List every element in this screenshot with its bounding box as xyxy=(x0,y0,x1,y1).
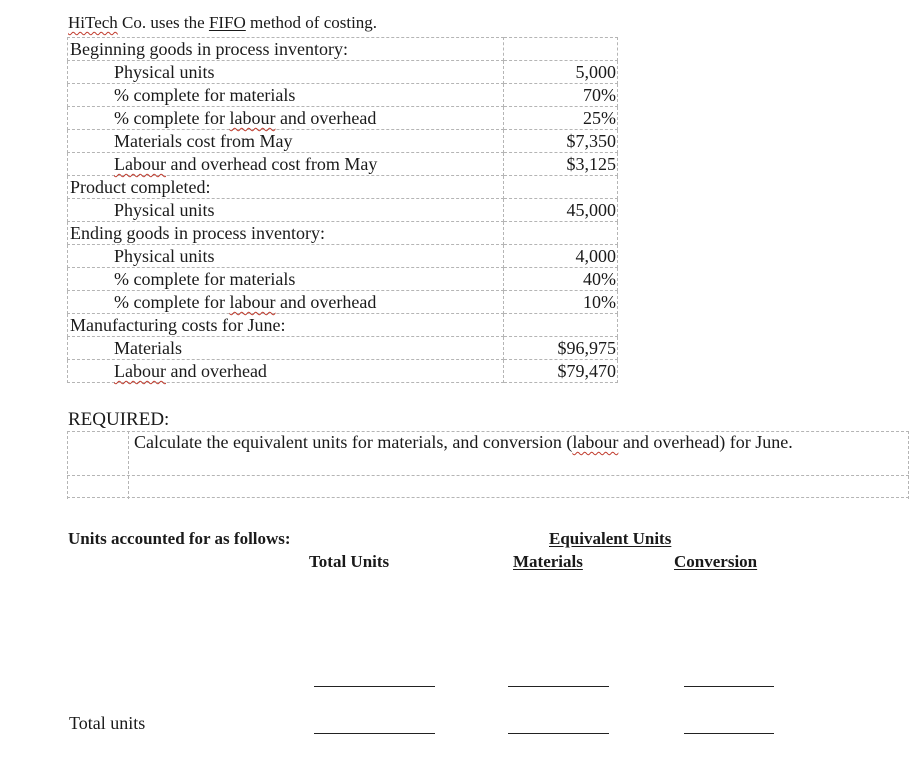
table-row xyxy=(68,107,618,130)
label-cell: % complete for materials xyxy=(68,268,504,291)
intro-line: HiTech Co. uses the FIFO method of costing. xyxy=(68,13,378,32)
table-row xyxy=(68,38,618,61)
label-cell: % complete for labour and overhead xyxy=(68,107,504,130)
table-row xyxy=(68,245,618,268)
total-units-blank[interactable] xyxy=(314,686,435,687)
value-cell: 5,000 xyxy=(504,61,618,84)
label-cell: Physical units xyxy=(68,61,504,84)
table-row xyxy=(68,291,618,314)
total-units-total-blank[interactable] xyxy=(314,733,435,734)
label-cell: Materials xyxy=(68,337,504,360)
value-cell: $79,470 xyxy=(504,360,618,383)
table-row xyxy=(68,337,618,360)
table-row xyxy=(68,176,618,199)
table-row xyxy=(68,360,618,383)
value-cell: 70% xyxy=(504,84,618,107)
materials-blank[interactable] xyxy=(508,686,609,687)
table-row xyxy=(68,84,618,107)
value-cell: $96,975 xyxy=(504,337,618,360)
label-cell: Physical units xyxy=(68,245,504,268)
label-cell: Materials cost from May xyxy=(68,130,504,153)
company-name: HiTech xyxy=(68,13,118,32)
value-cell: $3,125 xyxy=(504,153,618,176)
costing-method: FIFO xyxy=(208,13,246,32)
conversion-total-blank[interactable] xyxy=(684,733,774,734)
value-cell: 40% xyxy=(504,268,618,291)
value-cell: 10% xyxy=(504,291,618,314)
value-cell: 4,000 xyxy=(504,245,618,268)
table-row xyxy=(68,61,618,84)
materials-total-blank[interactable] xyxy=(508,733,609,734)
conversion-blank[interactable] xyxy=(684,686,774,687)
label-cell: Labour and overhead xyxy=(68,360,504,383)
table-row xyxy=(68,314,618,337)
materials-column: Materials xyxy=(513,552,583,571)
value-cell: 25% xyxy=(504,107,618,130)
table-row xyxy=(68,130,618,153)
label-cell: Labour and overhead cost from May xyxy=(68,153,504,176)
required-label: REQUIRED: xyxy=(68,409,170,430)
data-table xyxy=(67,37,618,383)
manufacturing-header: Manufacturing costs for June: xyxy=(68,314,504,337)
ending-header: Ending goods in process inventory: xyxy=(68,222,504,245)
equivalent-units-header: Equivalent Units xyxy=(549,529,672,548)
conversion-column: Conversion xyxy=(674,552,758,571)
completed-header: Product completed: xyxy=(68,176,504,199)
table-row xyxy=(68,268,618,291)
total-units-row-label: Total units xyxy=(69,713,146,733)
label-cell: % complete for materials xyxy=(68,84,504,107)
label-cell: % complete for labour and overhead xyxy=(68,291,504,314)
total-units-column: Total Units xyxy=(309,552,390,571)
table-row xyxy=(68,222,618,245)
accounted-label: Units accounted for as follows: xyxy=(68,529,291,548)
table-row xyxy=(68,199,618,222)
required-text: Calculate the equivalent units for materials, and conversion (labour and overhead) for June. xyxy=(134,432,793,452)
table-row xyxy=(68,153,618,176)
value-cell: $7,350 xyxy=(504,130,618,153)
beginning-header: Beginning goods in process inventory: xyxy=(68,38,504,61)
value-cell: 45,000 xyxy=(504,199,618,222)
label-cell: Physical units xyxy=(68,199,504,222)
